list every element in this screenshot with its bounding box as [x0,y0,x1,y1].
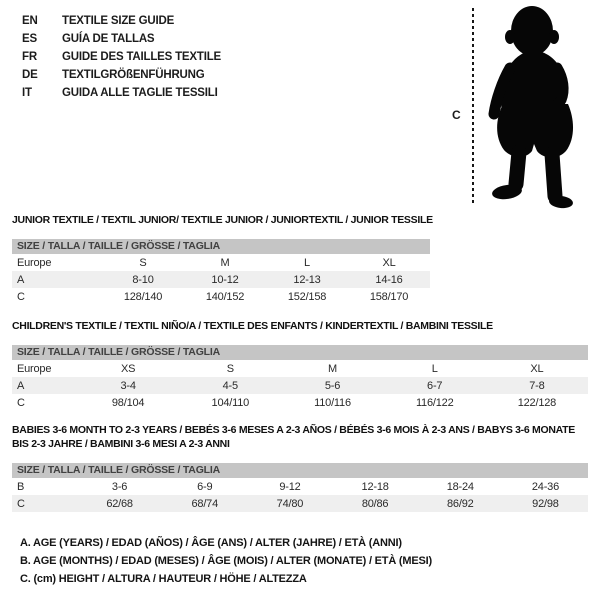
cell-value: 14-16 [375,273,403,286]
cell-value: 6-7 [427,379,443,392]
row-label: C [17,497,25,510]
cell-value: 80/86 [361,497,389,510]
height-measure-line [472,8,474,206]
cell-value: XS [120,362,136,375]
language-row [22,84,221,102]
table-body [12,254,430,305]
cell-value: 86/92 [447,497,474,510]
table-size-header: SIZE / TALLA / TAILLE / GRÖSSE / TAGLIA [12,345,588,360]
cell-value: 8-10 [132,273,154,286]
language-title: GUÍA DE TALLAS [62,33,155,45]
footnote: B. AGE (MONTHS) / EDAD (MESES) / ÂGE (MOIS) / ALTER (MONATE) / ETÀ (MESI) [20,555,432,567]
table-row [12,271,430,288]
footnote: C. (cm) HEIGHT / ALTURA / HAUTEUR / HÖHE / ALTEZZA [20,573,307,585]
cell-value: 74/80 [276,497,304,510]
table-row [12,360,588,377]
table-row [12,288,430,305]
language-row [22,12,221,30]
table-title: JUNIOR TEXTILE / TEXTIL JUNIOR/ TEXTILE JUNIOR / JUNIORTEXTIL / JUNIOR TESSILE [12,214,433,226]
table-row [12,394,588,411]
language-row [22,66,221,84]
table-row [12,495,588,512]
cell-value: 6-9 [197,480,213,493]
footnote-list [20,534,432,588]
junior-textile-table [12,213,433,305]
cell-value: 12-13 [293,273,321,286]
childrens-textile-table [12,319,588,411]
table-title: BABIES 3-6 MONTH TO 2-3 YEARS / BEBÉS 3-6 MESES A 2-3 AÑOS / BÉBÉS 3-6 MOIS À 2-3 ANS / BABYS 3-6 MONATE BIS 2-3 JAHRE / BAMBINI 3-6 MESI A 2-3 ANNI [12,424,575,450]
cell-value: L [304,256,310,269]
footnote: A. AGE (YEARS) / EDAD (AÑOS) / ÂGE (ANS) / ALTER (JAHRE) / ETÀ (ANNI) [20,537,402,549]
row-label: C [17,396,25,409]
cell-value: 3-6 [111,480,128,493]
cell-value: 158/170 [369,290,409,303]
cell-value: 18-24 [446,480,474,493]
row-label: B [17,480,25,493]
cell-value: M [328,362,337,375]
cell-value: 4-5 [222,379,238,392]
cell-value: S [226,362,234,375]
row-label: A [17,379,25,392]
cell-value: L [431,362,438,375]
table-body [12,360,588,411]
language-title: TEXTILE SIZE GUIDE [62,15,175,27]
cell-value: 104/110 [211,396,250,409]
cell-value: 122/128 [517,396,557,409]
cell-value: S [139,256,147,269]
cell-value: 12-18 [361,480,389,493]
language-code: FR [22,51,37,63]
language-title: TEXTILGRÖßENFÜHRUNG [62,69,205,81]
language-code: DE [22,69,38,81]
table-title: CHILDREN'S TEXTILE / TEXTIL NIÑO/A / TEXTILE DES ENFANTS / KINDERTEXTIL / BAMBINI TESSILE [12,320,493,332]
cell-value: 62/68 [106,497,133,510]
row-label: Europe [17,362,52,375]
language-row [22,48,221,66]
language-title: GUIDA ALLE TAGLIE TESSILI [62,87,218,99]
language-row [22,30,221,48]
babies-textile-table [12,423,588,512]
cell-value: 7-8 [529,379,545,392]
table-row [12,478,588,495]
row-label: C [17,290,25,303]
row-label: Europe [17,256,52,269]
cell-value: 116/122 [415,396,454,409]
table-body [12,478,588,512]
cell-value: 128/140 [123,290,163,303]
language-code: ES [22,33,37,45]
table-size-header: SIZE / TALLA / TAILLE / GRÖSSE / TAGLIA [12,239,430,254]
baby-silhouette-image [482,4,588,210]
language-code: IT [22,87,32,99]
cell-value: 10-12 [211,273,239,286]
cell-value: 98/104 [111,396,145,409]
language-title: GUIDE DES TAILLES TEXTILE [62,51,221,63]
cell-value: XL [382,256,396,269]
cell-value: 5-6 [324,379,341,392]
table-size-header: SIZE / TALLA / TAILLE / GRÖSSE / TAGLIA [12,463,588,478]
cell-value: 68/74 [191,497,219,510]
cell-value: 152/158 [287,290,327,303]
language-code: EN [22,15,38,27]
cell-value: 3-4 [120,379,136,392]
cell-value: XL [530,362,544,375]
cell-value: 24-36 [531,480,560,493]
height-measure-label: C [452,108,461,122]
row-label: A [17,273,25,286]
language-title-list [22,12,221,102]
cell-value: M [220,256,230,269]
table-row [12,254,430,271]
cell-value: 9-12 [279,480,301,493]
cell-value: 110/116 [314,396,351,409]
cell-value: 92/98 [532,497,559,510]
cell-value: 140/152 [205,290,245,303]
table-row [12,377,588,394]
